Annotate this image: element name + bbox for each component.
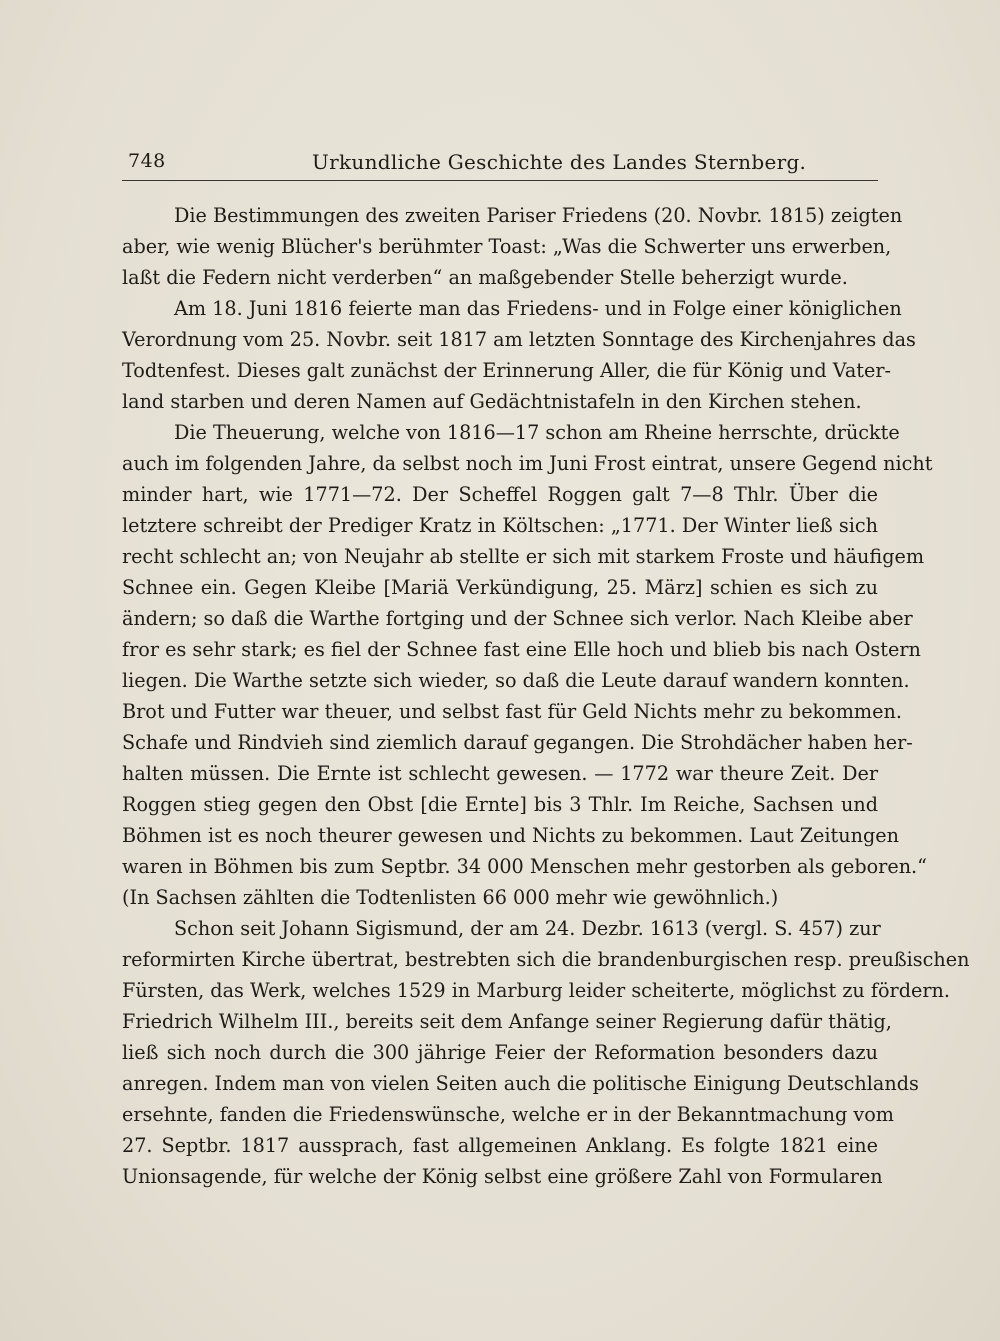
text-line: anregen. Indem man von vielen Seiten auch die politische Einigung Deutschlands	[122, 1072, 919, 1095]
text-line: waren in Böhmen bis zum Septbr. 34 000 Menschen mehr gestorben als geboren.“	[122, 855, 927, 878]
text-line: ändern; so daß die Warthe fortging und der Schnee sich verlor. Nach Kleibe aber	[122, 607, 913, 630]
text-line: land starben und deren Namen auf Gedächtnistafeln in den Kirchen stehen.	[122, 390, 862, 413]
text-line: liegen. Die Warthe setzte sich wieder, so daß die Leute darauf wandern konnten.	[122, 669, 910, 692]
text-line: Unionsagende, für welche der König selbst eine größere Zahl von Formularen	[122, 1165, 883, 1188]
text-line: Schafe und Rindvieh sind ziemlich darauf gegangen. Die Strohdächer haben her-	[122, 731, 913, 754]
text-line: auch im folgenden Jahre, da selbst noch im Juni Frost eintrat, unsere Gegend nicht	[122, 452, 933, 475]
text-line: minder hart, wie 1771—72. Der Scheffel Roggen galt 7—8 Thlr. Über die	[122, 483, 878, 506]
text-line: Schnee ein. Gegen Kleibe [Mariä Verkündigung, 25. März] schien es sich zu	[122, 576, 878, 599]
text-line: Schon seit Johann Sigismund, der am 24. Dezbr. 1613 (vergl. S. 457) zur	[174, 917, 881, 940]
text-line: fror es sehr stark; es fiel der Schnee fast eine Elle hoch und blieb bis nach Ostern	[122, 638, 921, 661]
text-line: Brot und Futter war theuer, und selbst fast für Geld Nichts mehr zu bekommen.	[122, 700, 902, 723]
text-line: Am 18. Juni 1816 feierte man das Friedens- und in Folge einer königlichen	[174, 297, 902, 320]
text-line: Die Theuerung, welche von 1816—17 schon am Rheine herrschte, drückte	[174, 421, 900, 444]
text-line: (In Sachsen zählten die Todtenlisten 66 000 mehr wie gewöhnlich.)	[122, 886, 779, 909]
text-line: Roggen stieg gegen den Obst [die Ernte] bis 3 Thlr. Im Reiche, Sachsen und	[122, 793, 878, 816]
page-header	[122, 146, 878, 181]
text-line: Die Bestimmungen des zweiten Pariser Friedens (20. Novbr. 1815) zeigten	[174, 204, 903, 227]
text-line: aber, wie wenig Blücher's berühmter Toast: „Was die Schwerter uns erwerben,	[122, 235, 892, 258]
text-line: Todtenfest. Dieses galt zunächst der Erinnerung Aller, die für König und Vater-	[122, 359, 892, 382]
text-line: Fürsten, das Werk, welches 1529 in Marburg leider scheiterte, möglichst zu fördern.	[122, 979, 950, 1002]
text-line: Böhmen ist es noch theurer gewesen und Nichts zu bekommen. Laut Zeitungen	[122, 824, 899, 847]
text-line: Friedrich Wilhelm III., bereits seit dem Anfange seiner Regierung dafür thätig,	[122, 1010, 892, 1033]
text-line: halten müssen. Die Ernte ist schlecht gewesen. — 1772 war theure Zeit. Der	[122, 762, 878, 785]
body-text	[122, 200, 970, 1220]
text-line: 27. Septbr. 1817 aussprach, fast allgemeinen Anklang. Es folgte 1821 eine	[122, 1134, 878, 1157]
running-title: Urkundliche Geschichte des Landes Sternberg.	[312, 150, 807, 174]
text-line: ließ sich noch durch die 300 jährige Feier der Reformation besonders dazu	[122, 1041, 878, 1064]
text-line: laßt die Federn nicht verderben“ an maßgebender Stelle beherzigt wurde.	[122, 266, 848, 289]
text-line: recht schlecht an; von Neujahr ab stellte er sich mit starkem Froste und häufigem	[122, 545, 925, 568]
text-line: letztere schreibt der Prediger Kratz in Költschen: „1771. Der Winter ließ sich	[122, 514, 878, 537]
page-number: 748	[128, 150, 166, 172]
text-line: Verordnung vom 25. Novbr. seit 1817 am letzten Sonntage des Kirchenjahres das	[122, 328, 916, 351]
text-line: reformirten Kirche übertrat, bestrebten sich die brandenburgischen resp. preußischen	[122, 948, 970, 971]
text-line: ersehnte, fanden die Friedenswünsche, welche er in der Bekanntmachung vom	[122, 1103, 895, 1126]
